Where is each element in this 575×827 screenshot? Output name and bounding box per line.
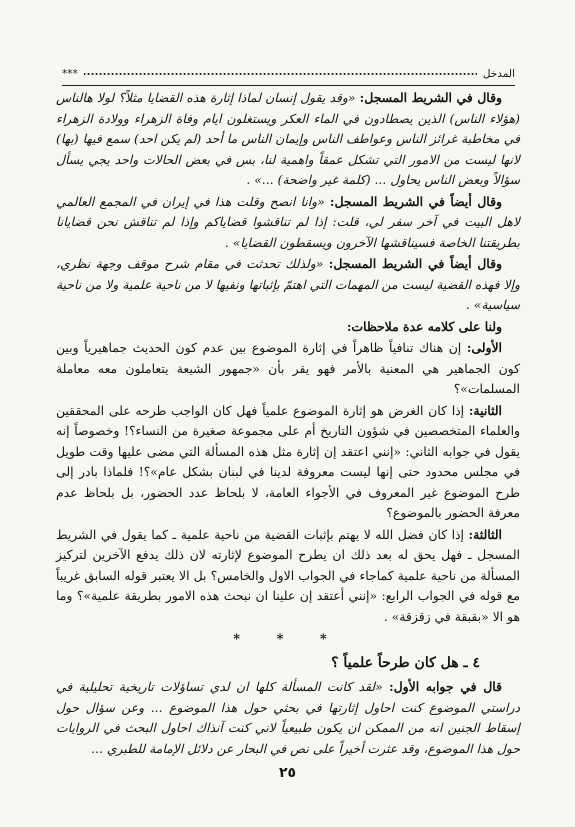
note-first <box>56 338 520 400</box>
paragraph-text: «وانا انصح وقلت هذا في إيران في المجمع العالمي لاهل البيت في آخر سفر لي، قلت: إذا لم تناقشوا قضاياكم وإذا لم تناقش نحن قضايانا بطريقتنا الخاصة فسيناقشها الآخرون ويسقطون القضايا» . <box>56 193 520 250</box>
header-underline <box>62 85 515 86</box>
paragraph-text: «وقد يقول إنسان لماذا إثارة هذه القضايا مثلاً؟ لولا هالناس (هؤلاء الناس) الذين يصطادون في الماء العكر ويستغلون ايام وفاة الزهراء وولادة الزهراء في مخاطبة غرائز الناس وعواطف الناس وإيمان الناس ما أحد (لم يكن احد) سمع فيها (بها) لانها ليست من الامور التي تشكل عمقاً واهمية لنا، بس في بعض الحالات واحد يجي يسأل سؤالاً وبعض الناس يحاول ... (كلمة غير واضحة) ...» . <box>56 90 520 187</box>
note-third <box>56 525 520 628</box>
paragraph-lead: وقال أيضاً في الشريط المسجل: <box>328 256 502 271</box>
final-paragraph <box>56 677 520 759</box>
page-body <box>56 88 520 760</box>
paragraph-text: «لقد كانت المسألة كلها ان لدي تساؤلات تاريخية تحليلية في دراستي الموضوع كنت احاول إثارتها في بحثي حول هذا الموضوع ... وعن سؤال حول إسقاط الجنين انه من الممكن ان يكون طبيعياً لاني كنت آنذاك احاول البحث في الروايات حول هذا الموضوع، وقد عثرت أخيراً على نص في البحار عن دلائل الإمامة للطبري ... <box>56 679 520 756</box>
header-dotted-rule <box>84 70 477 78</box>
paragraph-4 <box>56 317 520 338</box>
paragraph-text: «ولذلك تحدثت في مقام شرح موقف وجهة نظري، وإلا فهذه القضية ليست من المهمات التي اهتمّ بإثباتها ونفيها لا من ناحية علمية ولا من ناحية سياسية» . <box>56 256 520 312</box>
header-stars: *** <box>62 68 78 80</box>
paragraph-lead: وقال أيضاً في الشريط المسجل: <box>329 193 502 209</box>
section-heading: ٤ ـ هل كان طرحاً علمياً ؟ <box>331 654 480 671</box>
paragraph-3 <box>56 254 520 316</box>
paragraph-1 <box>56 88 520 191</box>
paragraph-lead: الثالثة: <box>468 526 502 542</box>
paragraph-lead: وقال في الشريط المسجل: <box>359 90 502 105</box>
section-divider: * * * <box>233 632 343 647</box>
paragraph-lead: الثانية: <box>468 402 502 418</box>
running-header <box>62 66 515 82</box>
page-number: ٢٥ <box>278 765 297 781</box>
paragraph-2 <box>56 192 520 254</box>
paragraph-lead: قال في جوابه الأول: <box>389 679 502 694</box>
paragraph-text: إذا كان فضل الله لا يهتم بإثبات القضية من ناحية علمية ـ كما يقول في الشريط المسجل ـ فهل يحق له بعد ذلك ان يطرح الموضوع لإثارته لان ذلك يدفع الآخرين لترکيز المسألة من ناحية علمية كماجاء في الجواب الاول والخامس؟ بل الا يعتبر قوله السابق غريباً مع قوله في الجواب الرابع: «إنني أعتقد إن علينا ان نبحث هذه الامور بطريقة علمية»؟ وما هو الا «بقبقة في زقزقة» . <box>56 526 520 624</box>
paragraph-text: إن هناك تنافياً ظاهراً في إثارة الموضوع بين عدم كون الحديث جماهيرياً وبين كون الجماهير هي المعنية بالأمر فهو يقر بأن «جمهور الشيعة يتعاملون معه معاملة المسلمات»؟ <box>56 340 520 396</box>
paragraph-text: إذا كان الغرض هو إثارة الموضوع علمياً فهل كان الواجب طرحه على المحققين والعلماء المتخصصين في شؤون التاريخ أم على مجموعة صغيرة من النساء؟! وخصوصاً إنه يقول في جوابه الثاني: «إنني اعتقد إن إثارة مثل هذه المسألة التي مضى عليها وقت طويل في مجلس محدود حتى إنها ليست معروفة لدينا في لبنان بشكل عام»؟! فلماذا بادر إلى طرح الموضوع غير المعروف في الأجواء العامة، لا بلحاظ عدد الحضور، بل بلحاظ عدم معرفة الحضور بالموضوع؟ <box>56 402 520 520</box>
header-title: المدخل <box>482 68 515 80</box>
paragraph-lead: ولنا على كلامه عدة ملاحظات: <box>346 318 502 334</box>
note-second <box>56 401 520 524</box>
paragraph-lead: الأولى: <box>466 340 502 355</box>
